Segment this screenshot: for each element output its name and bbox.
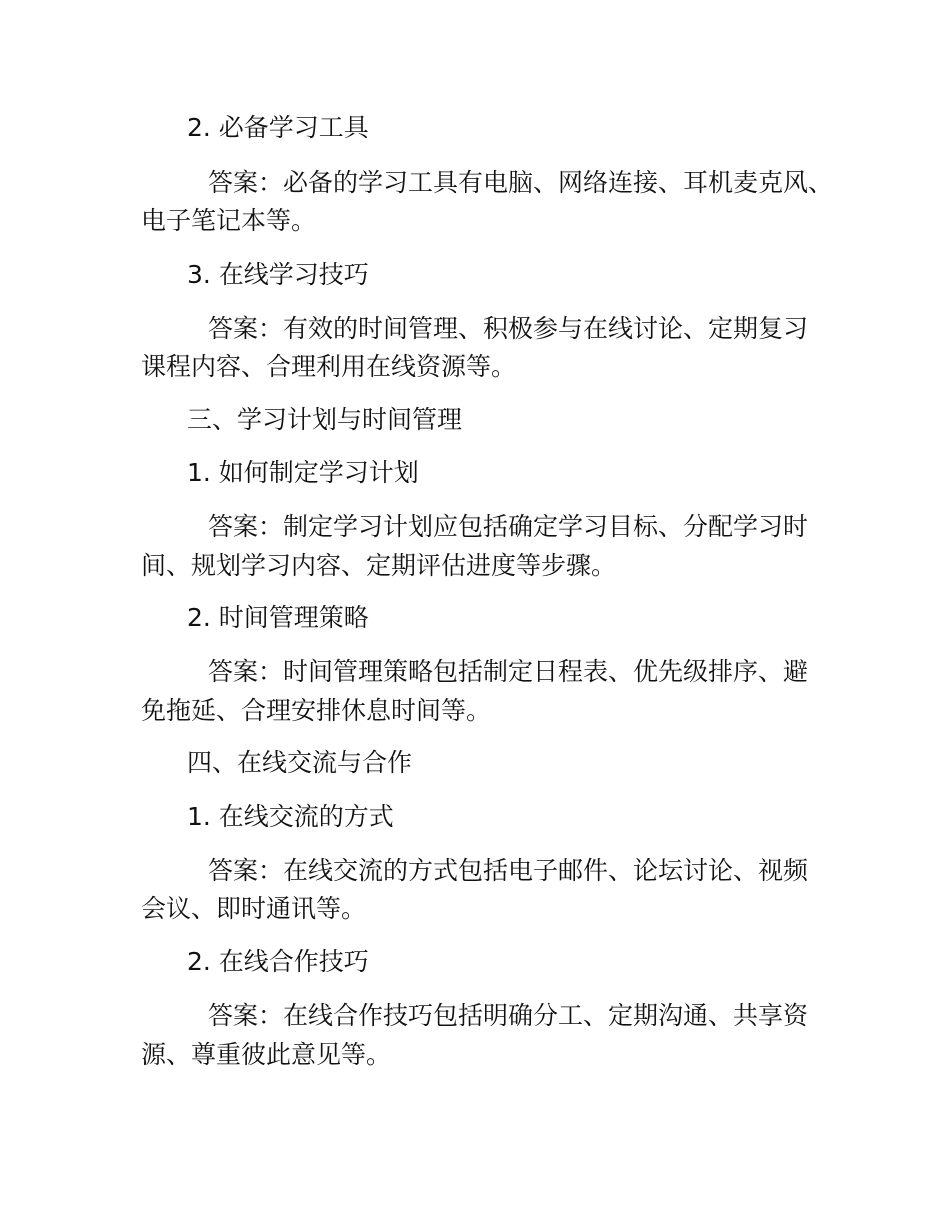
- answer-communication-methods-line-2: 会议、即时通讯等。: [141, 894, 367, 923]
- answer-required-tools-line-2: 电子笔记本等。: [141, 206, 317, 235]
- answer-time-management-line-2: 免拖延、合理安排休息时间等。: [141, 696, 492, 725]
- answer-make-study-plan-line-1: 答案：制定学习计划应包括确定学习目标、分配学习时: [208, 512, 809, 541]
- section-title-communication: 四、在线交流与合作: [187, 748, 413, 777]
- answer-required-tools-line-1: 答案：必备的学习工具有电脑、网络连接、耳机麦克风、: [208, 168, 834, 197]
- answer-make-study-plan-line-2: 间、规划学习内容、定期评估进度等步骤。: [141, 551, 617, 580]
- subheading-make-study-plan: 1. 如何制定学习计划: [187, 458, 419, 487]
- answer-online-learning-tips-line-2: 课程内容、合理利用在线资源等。: [141, 352, 517, 381]
- answer-communication-methods-line-1: 答案：在线交流的方式包括电子邮件、论坛讨论、视频: [208, 856, 809, 885]
- subheading-collaboration-tips: 2. 在线合作技巧: [187, 947, 369, 976]
- subheading-time-management: 2. 时间管理策略: [187, 603, 369, 632]
- answer-collaboration-tips-line-2: 源、尊重彼此意见等。: [141, 1040, 392, 1069]
- answer-collaboration-tips-line-1: 答案：在线合作技巧包括明确分工、定期沟通、共享资: [208, 1001, 809, 1030]
- answer-time-management-line-1: 答案：时间管理策略包括制定日程表、优先级排序、避: [208, 657, 809, 686]
- subheading-online-learning-tips: 3. 在线学习技巧: [187, 260, 369, 289]
- answer-online-learning-tips-line-1: 答案：有效的时间管理、积极参与在线讨论、定期复习: [208, 314, 809, 343]
- subheading-communication-methods: 1. 在线交流的方式: [187, 802, 394, 831]
- subheading-required-tools: 2. 必备学习工具: [187, 113, 369, 142]
- section-title-plan-and-time: 三、学习计划与时间管理: [187, 405, 463, 434]
